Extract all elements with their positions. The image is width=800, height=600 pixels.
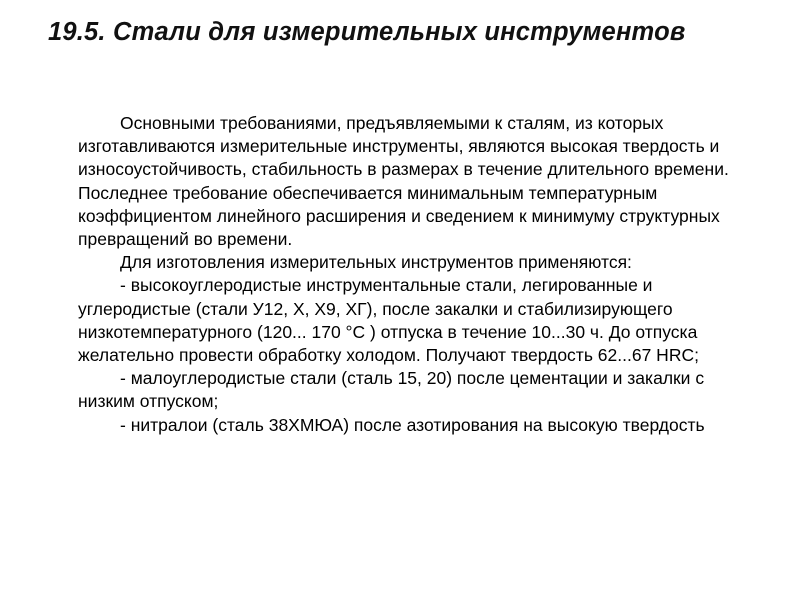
paragraph-applied: Для изготовления измерительных инструментов применяются: bbox=[120, 252, 632, 273]
list-item-nitralloy: - нитралои (сталь 38ХМЮА) после азотирования на высокую твердость bbox=[120, 414, 705, 435]
list-item-low-carbon-steels: - малоуглеродистые стали (сталь 15, 20) после цементации и закалки с низким отпуском; bbox=[78, 368, 705, 412]
slide-title: 19.5. Стали для измерительных инструментов bbox=[48, 18, 686, 46]
list-item-high-carbon-steels: - высокоуглеродистые инструментальные стали, легированные и углеродистые (стали У12, X, X9, ХГ), после закалки и стабилизирующего низкотемпературного (120... 170 °С ) отпуска в течение 10...30 ч. До отпуска желательно провести обработку холодом. Получают твердость 62...67 HRC; bbox=[78, 275, 699, 366]
slide-body bbox=[78, 112, 758, 437]
paragraph-requirements: Основными требованиями, предъявляемыми к сталям, из которых изготавливаются измерительные инструменты, являются высокая твердость и износоустойчивость, стабильность в размерах в течение длительного времени. Последнее требование обеспечивается минимальным температурным коэффициентом линейного расширения и сведением к минимуму структурных превращений во времени. bbox=[78, 113, 729, 250]
